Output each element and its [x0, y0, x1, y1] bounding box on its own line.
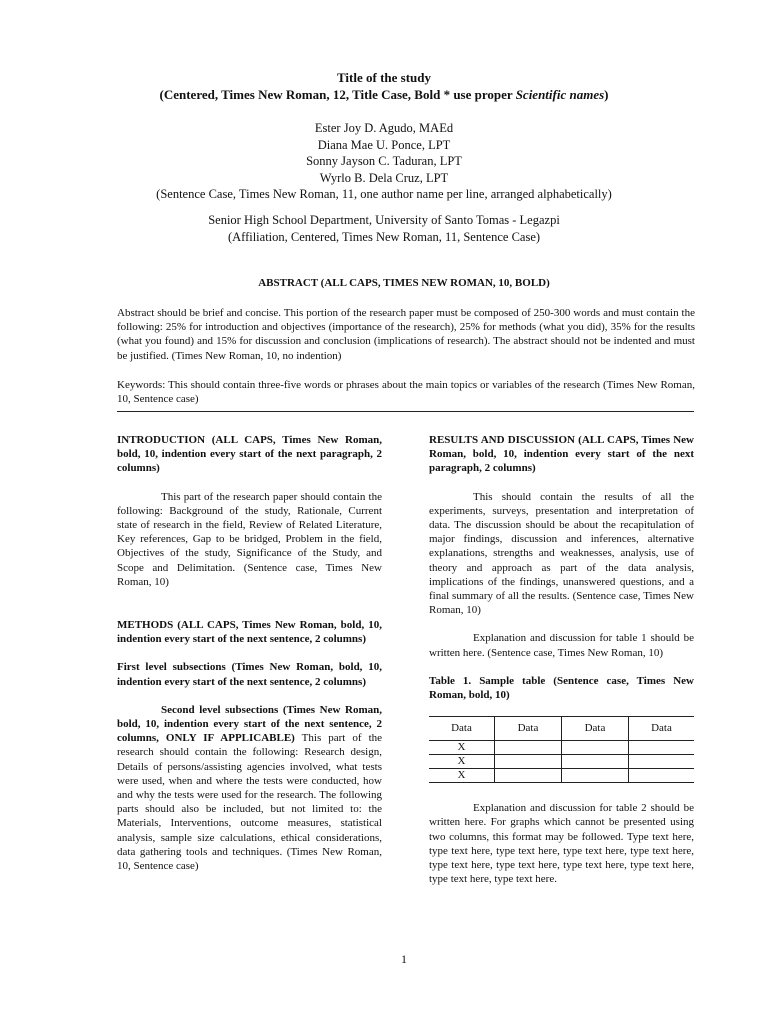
- introduction-heading: INTRODUCTION (ALL CAPS, Times New Roman, bold, 10, indention every start of the next paragraph, 2 columns): [117, 434, 382, 475]
- table-header-cell: Data: [629, 717, 695, 741]
- title-line-2-prefix: (Centered, Times New Roman, 12, Title Case, Bold * use proper: [159, 87, 516, 102]
- introduction-body: This part of the research paper should contain the following: Background of the study, Rationale, Current state of research in the field, Review of Related Literature, Key references, Gap to be bridged, Problem in the field, Objectives of the study, Significance of the Study, and Scope and Delimitation. (Sentence case, Times New Roman, 10): [117, 490, 382, 588]
- table-header-cell: Data: [561, 717, 628, 741]
- author-format-note: (Sentence Case, Times New Roman, 11, one author name per line, arranged alphabetically): [156, 187, 612, 201]
- abstract-body: Abstract should be brief and concise. This portion of the research paper must be composed of 250-300 words and must contain the following: 25% for introduction and objectives (importance of the research), 25% for methods (what you did), 35% for the results (what you found) and 15% for discussion and conclusion (implications of research). The abstract should not be indented and must be justified. (Times New Roman, 10, no indention): [117, 307, 695, 362]
- page-number: 1: [401, 952, 407, 966]
- table-cell: [629, 741, 695, 755]
- results-heading: RESULTS AND DISCUSSION (ALL CAPS, Times New Roman, bold, 10, indention every start of the next paragraph, 2 columns): [429, 434, 694, 475]
- table-row: [429, 755, 694, 769]
- title-line-2-suffix: ): [604, 87, 609, 102]
- methods-heading: METHODS (ALL CAPS, Times New Roman, bold, 10, indention every start of the next sentence, 2 columns): [117, 619, 382, 646]
- table-row: [429, 741, 694, 755]
- table-cell: [561, 741, 628, 755]
- table-cell: [561, 755, 628, 769]
- second-level-body: This part of the research should contain the following: Research design, Details of persons/assisting agencies involved, what tests were used, when and where the tests were conducted, how and why the tests were used for the research. The following parts should also be included, but not limited to: the Materials, Interventions, outcome measures, statistical analysis, sample size calculations, ethical considerations, data gathering tools and techniques. (Times New Roman, 10, Sentence case): [117, 732, 383, 873]
- table-cell: X: [429, 769, 494, 783]
- results-body: This should contain the results of all the experiments, surveys, presentation and interpretation of data. The discussion should be about the recapitulation of major findings, discussion and inferences, alternative explanations, strengths and weaknesses, analysis, use of theory and approach as part of the data analysis, implications of the findings, unanswered questions, and a final summary of all the results. (Sentence case, Times New Roman, 10): [429, 490, 694, 617]
- second-level-heading: Second level subsections (Times New Roman, bold, 10, indention every start of the next sentence, 2 columns, ONLY IF APPLICABLE): [117, 703, 382, 745]
- abstract-heading: ABSTRACT (ALL CAPS, TIMES NEW ROMAN, 10, BOLD): [258, 277, 550, 289]
- author-name: Wyrlo B. Dela Cruz, LPT: [319, 170, 449, 185]
- sample-table: [429, 716, 694, 783]
- table-cell: X: [429, 741, 494, 755]
- second-level-subsection: [117, 703, 382, 873]
- author-name: Diana Mae U. Ponce, LPT: [317, 137, 451, 152]
- table-header-cell: Data: [451, 722, 472, 735]
- title-line-2: [0, 86, 768, 103]
- table-header-row: [429, 717, 694, 741]
- title-line-1: Title of the study: [336, 70, 431, 85]
- table-cell: [561, 769, 628, 783]
- table2-explanation: Explanation and discussion for table 2 should be written here. For graphs which cannot be presented using two columns, this format may be followed. Type text here, type text here, type text here, type text here, type text here, type text here, type text here, type text here, type text here, type text here, type text here.: [429, 802, 694, 886]
- author-name: Sonny Jayson C. Taduran, LPT: [306, 154, 462, 168]
- title-line-2-italic: Scientific names: [515, 87, 605, 102]
- left-column: [117, 433, 382, 873]
- table-row: [429, 769, 694, 783]
- author-list: [0, 120, 768, 203]
- author-name: Ester Joy D. Agudo, MAEd: [314, 121, 454, 135]
- table-cell: X: [429, 755, 494, 769]
- table-cell: [629, 755, 695, 769]
- table-caption: Table 1. Sample table (Sentence case, Times New Roman, bold, 10): [429, 674, 694, 702]
- keywords: Keywords: This should contain three-five words or phrases about the main topics or variables of the research (Times New Roman, 10, Sentence case): [117, 379, 695, 406]
- table1-explanation: Explanation and discussion for table 1 should be written here. (Sentence case, Times New Roman, 10): [429, 632, 694, 659]
- table-cell: [494, 741, 561, 755]
- table-cell: [629, 769, 695, 783]
- table-header-cell: Data: [494, 717, 561, 741]
- table-cell: [494, 755, 561, 769]
- affiliation-name: Senior High School Department, University of Santo Tomas - Legazpi: [208, 213, 560, 227]
- affiliation-format-note: (Affiliation, Centered, Times New Roman, 11, Sentence Case): [227, 229, 541, 244]
- affiliation: [0, 212, 768, 245]
- section-divider: [117, 411, 694, 412]
- right-column: [429, 433, 694, 886]
- table-cell: [494, 769, 561, 783]
- paper-title: [0, 69, 768, 103]
- first-level-subsection: First level subsections (Times New Roman, bold, 10, indention every start of the next sentence, 2 columns): [117, 661, 382, 688]
